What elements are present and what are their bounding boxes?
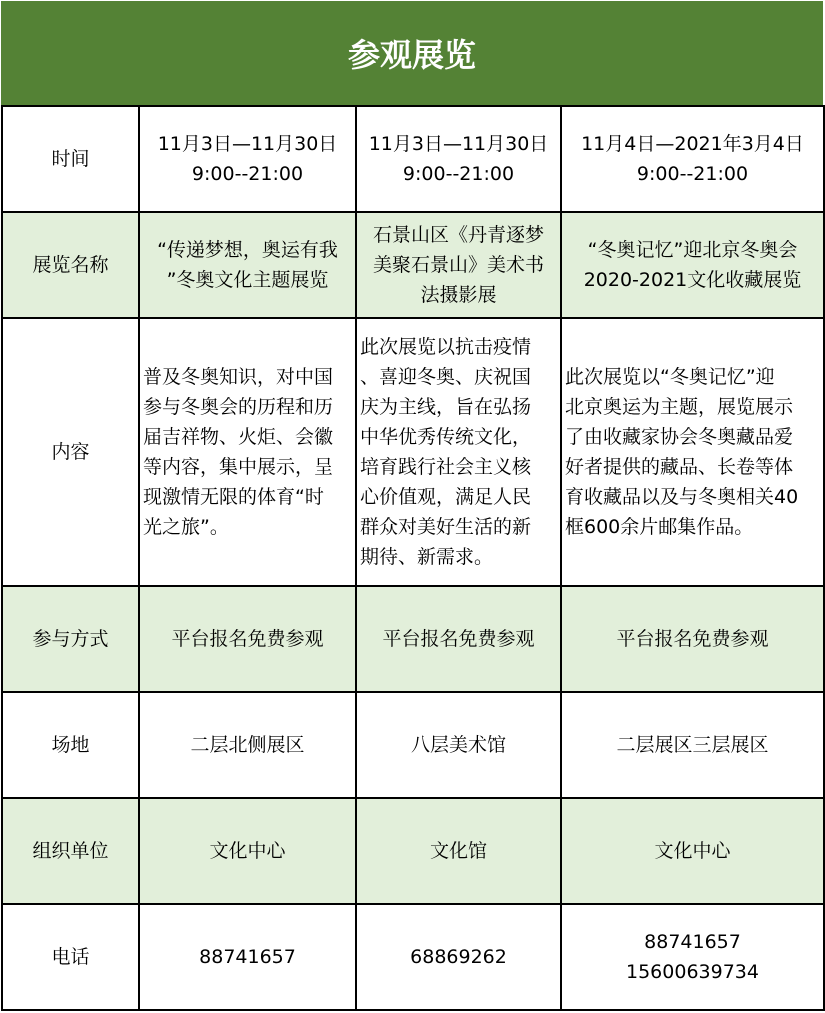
name-cell <box>139 212 356 318</box>
cell-line: 参与冬奥会的历程和历 <box>143 396 334 418</box>
row-content <box>2 318 824 586</box>
phone-cell <box>139 904 356 1010</box>
row-phone <box>2 904 824 1010</box>
cell-line: 届吉祥物、火炬、会徽 <box>143 426 334 448</box>
row-label-org: 组织单位 <box>2 798 139 904</box>
phone-number: 68869262 <box>410 946 507 968</box>
cell-line: 9:00--21:00 <box>191 163 304 185</box>
row-label-content: 内容 <box>2 318 139 586</box>
cell-line: 光之旅”。 <box>143 516 229 538</box>
cell-line: 石景山区《丹青逐梦 <box>372 224 544 246</box>
method-cell: 平台报名免费参观 <box>139 586 356 692</box>
row-label-method: 参与方式 <box>2 586 139 692</box>
content-cell <box>356 318 561 586</box>
cell-line: 庆为主线，旨在弘扬 <box>360 396 532 418</box>
cell-line: 2020-2021文化收藏展览 <box>583 269 802 291</box>
row-label-name: 展览名称 <box>2 212 139 318</box>
phone-cell <box>561 904 824 1010</box>
method-cell: 平台报名免费参观 <box>356 586 561 692</box>
row-name <box>2 212 824 318</box>
content-cell <box>561 318 824 586</box>
phone-number: 15600639734 <box>626 961 759 983</box>
cell-line: 北京奥运为主题，展览展示 <box>565 396 794 418</box>
cell-line: 培育践行社会主义核 <box>360 456 532 478</box>
page-title: 参观展览 <box>1 1 823 105</box>
cell-line: 9:00--21:00 <box>402 163 515 185</box>
cell-line: 等内容，集中展示，呈 <box>143 456 334 478</box>
time-cell <box>139 106 356 212</box>
cell-line: 框600余片邮集作品。 <box>565 516 754 538</box>
cell-line: 11月4日—2021年3月4日 <box>581 133 804 155</box>
row-time <box>2 106 824 212</box>
org-cell: 文化中心 <box>139 798 356 904</box>
row-label-time: 时间 <box>2 106 139 212</box>
cell-line: 现激情无限的体育“时 <box>143 486 324 508</box>
cell-line: 9:00--21:00 <box>636 163 749 185</box>
cell-line: 心价值观，满足人民 <box>360 486 532 508</box>
cell-line: 此次展览以抗击疫情 <box>360 336 532 358</box>
org-cell: 文化中心 <box>561 798 824 904</box>
cell-line: 育收藏品以及与冬奥相关40 <box>565 486 799 508</box>
row-method <box>2 586 824 692</box>
method-cell: 平台报名免费参观 <box>561 586 824 692</box>
cell-line: 中华优秀传统文化， <box>360 426 532 448</box>
cell-line: “传递梦想，奥运有我 <box>157 239 338 261</box>
time-cell <box>561 106 824 212</box>
row-label-phone: 电话 <box>2 904 139 1010</box>
cell-line: 此次展览以“冬奥记忆”迎 <box>565 366 775 388</box>
phone-cell <box>356 904 561 1010</box>
row-org <box>2 798 824 904</box>
cell-line: 好者提供的藏品、长卷等体 <box>565 456 794 478</box>
time-cell <box>356 106 561 212</box>
cell-line: 美聚石景山》美术书 <box>372 254 544 276</box>
phone-number: 88741657 <box>644 931 741 953</box>
name-cell <box>356 212 561 318</box>
venue-cell: 八层美术馆 <box>356 692 561 798</box>
cell-line: 11月3日—11月30日 <box>368 133 549 155</box>
cell-line: 法摄影展 <box>420 284 497 306</box>
cell-line: 普及冬奥知识，对中国 <box>143 366 334 388</box>
row-label-venue: 场地 <box>2 692 139 798</box>
row-venue <box>2 692 824 798</box>
cell-line: 群众对美好生活的新 <box>360 516 532 538</box>
phone-number: 88741657 <box>199 946 296 968</box>
exhibition-table <box>1 105 825 1011</box>
venue-cell: 二层北侧展区 <box>139 692 356 798</box>
cell-line: 11月3日—11月30日 <box>157 133 338 155</box>
venue-cell: 二层展区三层展区 <box>561 692 824 798</box>
cell-line: ”冬奥文化主题展览 <box>166 269 329 291</box>
cell-line: 、喜迎冬奥、庆祝国 <box>360 366 532 388</box>
name-cell <box>561 212 824 318</box>
cell-line: 期待、新需求。 <box>360 546 494 568</box>
org-cell: 文化馆 <box>356 798 561 904</box>
content-cell <box>139 318 356 586</box>
cell-line: 了由收藏家协会冬奥藏品爱 <box>565 426 794 448</box>
cell-line: “冬奥记忆”迎北京冬奥会 <box>587 239 798 261</box>
